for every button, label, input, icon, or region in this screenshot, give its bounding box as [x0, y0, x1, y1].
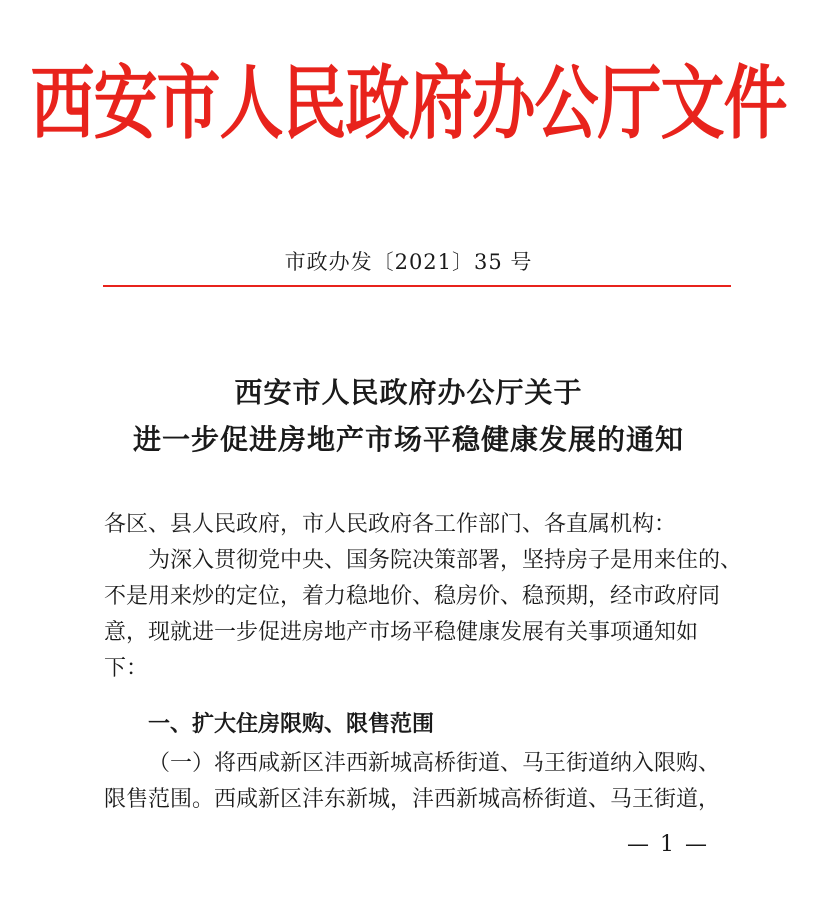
issuer-masthead: 西安市人民政府办公厅文件: [30, 57, 787, 151]
intro-line: 为深入贯彻党中央、国务院决策部署，坚持房子是用来住的、: [148, 548, 743, 573]
item-line: （一）将西咸新区沣西新城高桥街道、马王街道纳入限购、: [148, 751, 721, 776]
page-number: — 1 —: [627, 832, 709, 857]
item-paragraph: [104, 746, 744, 818]
document-number: 市政办发〔2021〕35 号: [284, 250, 533, 274]
intro-line: 不是用来炒的定位，着力稳地价、稳房价、稳预期，经市政府同: [104, 584, 721, 609]
item-line: 限售范围。西咸新区沣东新城，沣西新城高桥街道、马王街道，: [104, 787, 721, 812]
red-divider-line: [103, 285, 731, 287]
salutation: 各区、县人民政府，市人民政府各工作部门、各直属机构：: [104, 512, 677, 537]
notice-title-line-1: 西安市人民政府办公厅关于: [234, 376, 583, 409]
notice-title-line-2: 进一步促进房地产市场平稳健康发展的通知: [132, 423, 684, 456]
intro-line: 意，现就进一步促进房地产市场平稳健康发展有关事项通知如: [104, 620, 699, 645]
section-heading: 一、扩大住房限购、限售范围: [148, 712, 435, 737]
intro-paragraph: [104, 543, 744, 687]
intro-line: 下：: [104, 656, 149, 681]
